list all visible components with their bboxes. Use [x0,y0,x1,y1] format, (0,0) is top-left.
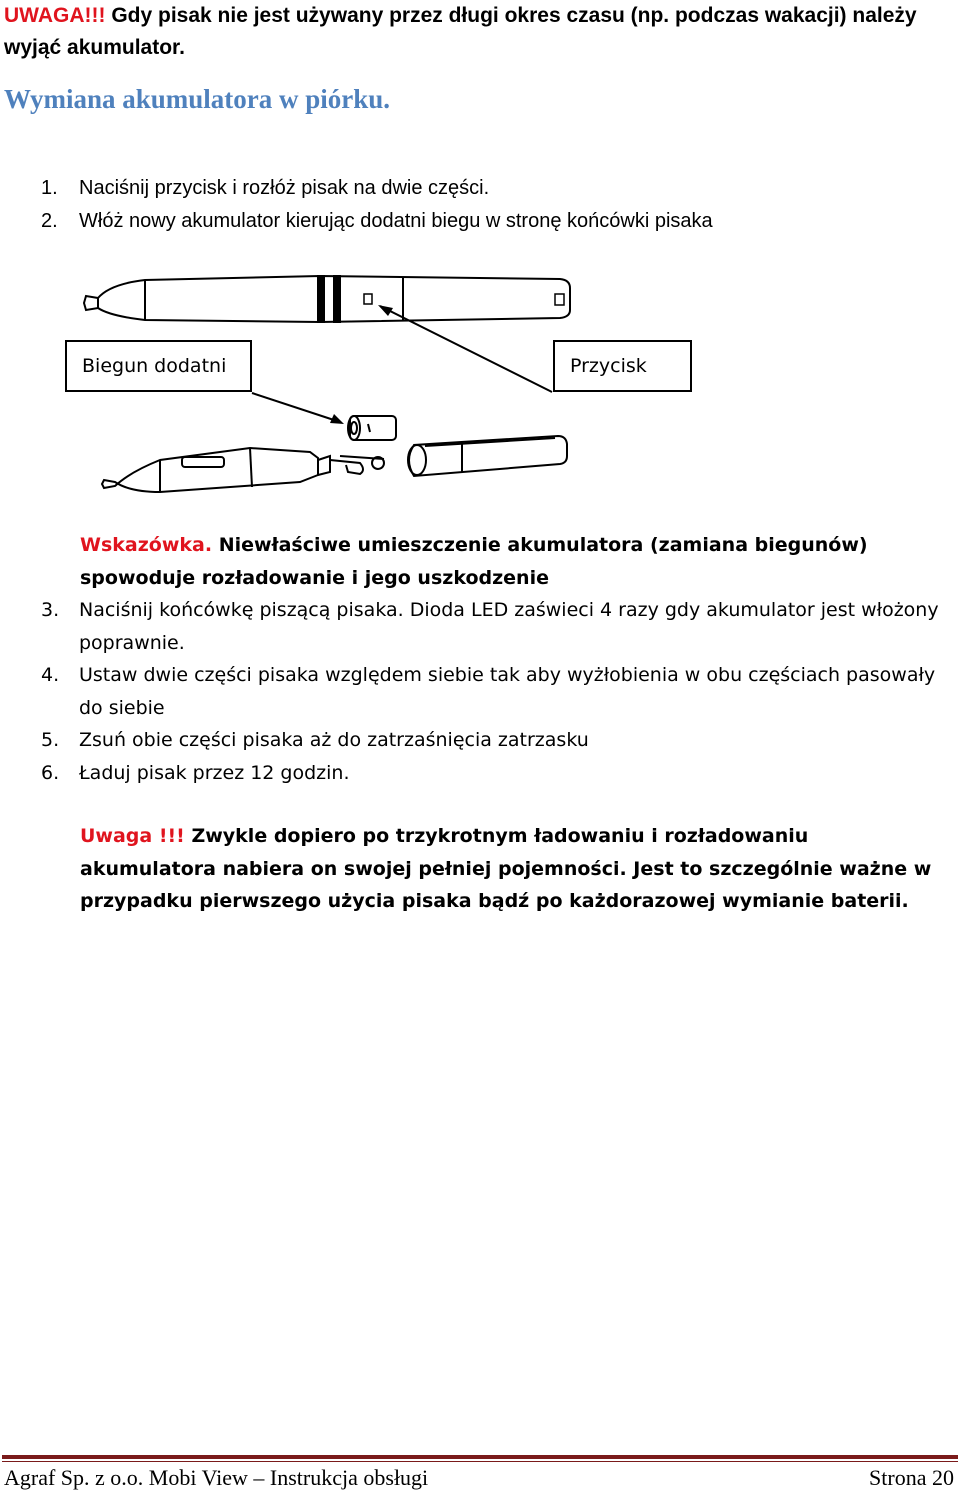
warning-paragraph [4,0,954,64]
step-number: 1. [41,177,58,199]
warning-text: Gdy pisak nie jest używany przez długi okres czasu (np. podczas wakacji) należy wyjąć akumulator. [4,4,917,59]
page-number: Strona 20 [869,1465,954,1490]
step-text: Ustaw dwie części pisaka względem siebie tak aby wyżłobienia w obu częściach pasowały do siebie [79,664,936,719]
step-2 [41,205,713,237]
label-button: Przycisk [553,340,692,392]
footer-divider [2,1455,958,1459]
assembled-pen [84,276,570,322]
hint-paragraph [80,529,940,594]
step-text: Naciśnij przycisk i rozłóż pisak na dwie części. [79,177,490,199]
step-text: Zsuń obie części pisaka aż do zatrzaśnięcia zatrzasku [79,729,589,751]
steps-list [41,594,946,789]
section-heading: Wymiana akumulatora w piórku. [4,84,391,114]
note-prefix: Uwaga !!! [80,825,185,847]
hint-text: Niewłaściwe umieszczenie akumulatora (zamiana biegunów) spowoduje rozładowanie i jego uszkodzenie [80,534,868,589]
step-number: 3. [41,599,60,621]
arrow-positive [252,393,340,422]
footer-title: Agraf Sp. z o.o. Mobi View – Instrukcja obsługi [4,1465,429,1490]
step-number: 4. [41,664,60,686]
footer-divider-thin [2,1461,958,1462]
step-text: Ładuj pisak przez 12 godzin. [79,761,350,784]
note-paragraph [80,820,950,918]
hint-prefix: Wskazówka. [80,534,213,556]
step-number: 2. [41,210,58,232]
step-text: Włóż nowy akumulator kierując dodatni biegu w stronę końcówki pisaka [79,210,713,232]
label-positive-pole: Biegun dodatni [65,340,252,392]
warning-prefix: UWAGA!!! [4,4,106,27]
note-text: Zwykle dopiero po trzykrotnym ładowaniu i rozładowaniu akumulatora nabiera on swojej pełniej pojemności. Jest to szczególnie ważne w przypadku pierwszego użycia pisaka bądź po każdorazowej wymianie baterii. [80,825,932,912]
pen-lower-part [102,448,318,492]
step-3 [41,594,946,659]
step-number: 6. [41,761,60,784]
step-6 [41,757,946,790]
step-4 [41,659,946,724]
step-text: Naciśnij końcówkę piszącą pisaka. Dioda LED zaświeci 4 razy gdy akumulator jest włożony poprawnie. [79,599,939,654]
battery [348,416,396,440]
step-number: 5. [41,729,60,751]
step-1 [41,172,489,204]
step-5 [41,724,946,757]
